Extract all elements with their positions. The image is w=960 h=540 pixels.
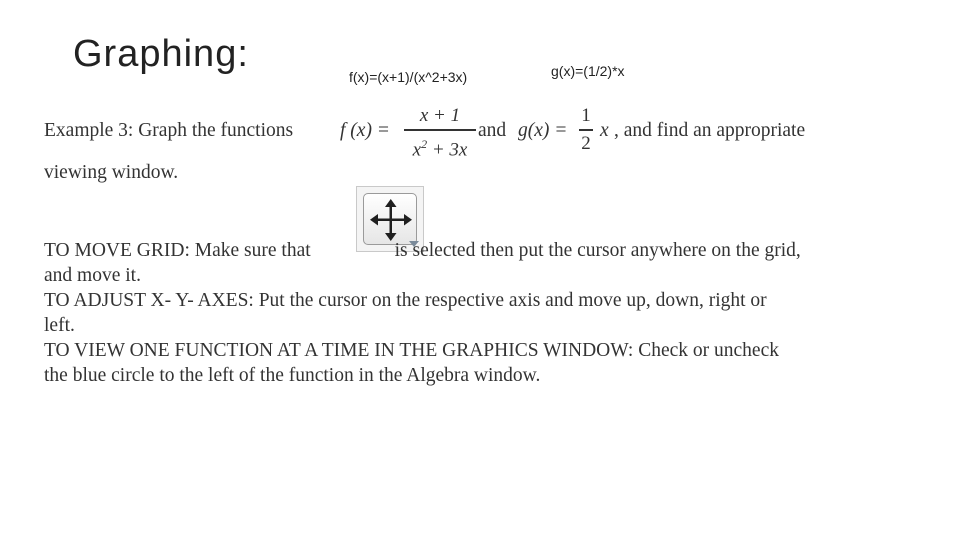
g-denominator: 2 [581, 132, 591, 154]
g-x: x [600, 120, 609, 141]
and-word: and [478, 120, 507, 141]
move-grid-instruction-cont: and move it. [44, 265, 141, 286]
f-lhs: f (x) = [340, 120, 390, 141]
g-function-label: g(x)=(1/2)*x [551, 63, 625, 79]
example-line-2: viewing window. [44, 162, 179, 183]
example-lead: Example 3: Graph the functions [44, 120, 294, 141]
view-function-instruction: TO VIEW ONE FUNCTION AT A TIME IN THE GRAPHICS WINDOW: Check or uncheck [44, 340, 779, 361]
f-denominator: $x^2 + 3x$ [412, 136, 468, 160]
fraction-bar [404, 129, 476, 131]
g-lhs: g(x) = [518, 120, 568, 141]
g-numerator: 1 [581, 105, 591, 126]
instructions-block [44, 238, 904, 388]
f-numerator: x + 1 [419, 105, 461, 126]
slide-title: Graphing: [73, 33, 249, 75]
f-function-label: f(x)=(x+1)/(x^2+3x) [349, 69, 468, 85]
example-tail: , and find an appropriate [614, 120, 806, 141]
move-grid-instruction: TO MOVE GRID: Make sure that is selected then put the cursor anywhere on the grid, [44, 240, 801, 261]
view-function-instruction-cont: the blue circle to the left of the function in the Algebra window. [44, 365, 541, 386]
f-fraction [404, 104, 476, 162]
adjust-axes-instruction: TO ADJUST X- Y- AXES: Put the cursor on the respective axis and move up, down, right or [44, 290, 767, 311]
g-fraction [579, 104, 593, 156]
fraction-bar [579, 129, 593, 131]
example-3-line [44, 104, 844, 160]
adjust-axes-instruction-cont: left. [44, 315, 75, 336]
